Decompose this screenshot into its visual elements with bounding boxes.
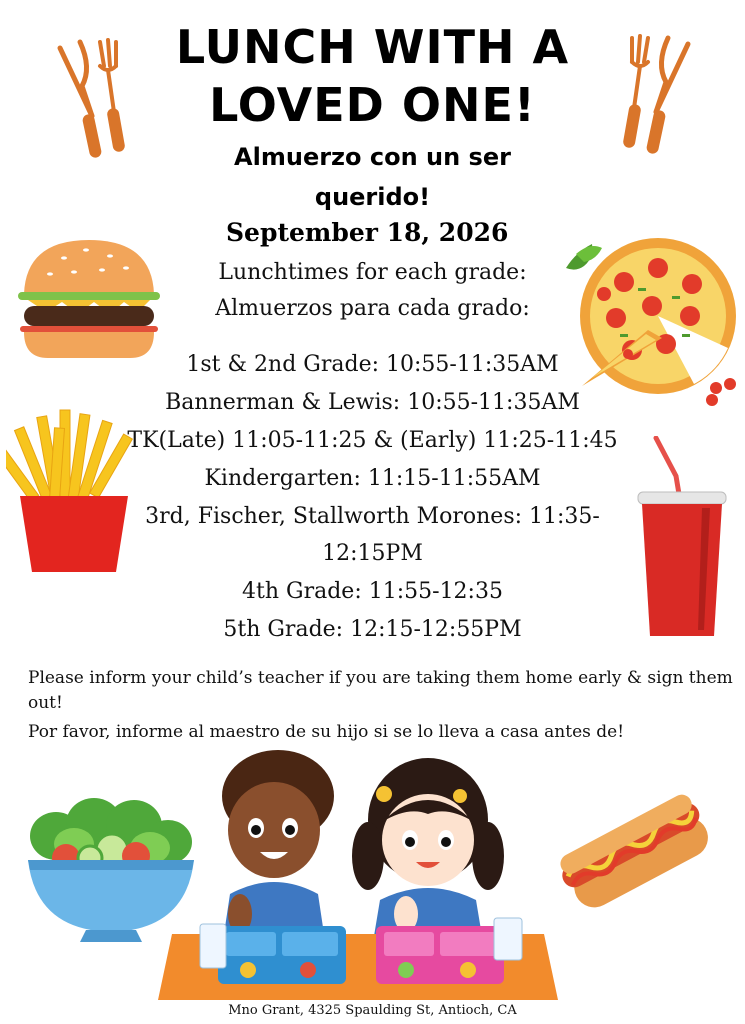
title-line-1: LUNCH WITH A bbox=[175, 20, 570, 74]
schedule-line-7: 4th Grade: 11:55-12:35 bbox=[242, 579, 503, 604]
note-english: Please inform your child’s teacher if you are taking them home early & sign them out! bbox=[28, 668, 733, 713]
schedule-line-3: TK(Late) 11:05-11:25 & (Early) 11:25-11:45 bbox=[127, 428, 618, 453]
hotdog-icon bbox=[556, 792, 716, 918]
soda-cup-icon bbox=[632, 436, 732, 640]
footer-address: Mno Grant, 4325 Spaulding St, Antioch, CA bbox=[228, 1003, 517, 1018]
schedule-line-8: 5th Grade: 12:15-12:55PM bbox=[223, 617, 522, 642]
schedule-line-4: Kindergarten: 11:15-11:55AM bbox=[204, 466, 541, 491]
pizza-icon bbox=[562, 238, 742, 410]
schedule-line-5: 3rd, Fischer, Stallworth Morones: 11:35- bbox=[145, 504, 600, 529]
event-date: September 18, 2026 bbox=[226, 218, 509, 247]
note-spanish: Por favor, informe al maestro de su hijo si se lo lleva a casa antes de! bbox=[28, 722, 625, 742]
lunchtimes-heading-es: Almuerzos para cada grado: bbox=[215, 296, 530, 321]
subtitle-line-1: Almuerzo con un ser bbox=[234, 143, 511, 171]
schedule-line-2: Bannerman & Lewis: 10:55-11:35AM bbox=[165, 390, 580, 415]
lunchtimes-heading-en: Lunchtimes for each grade: bbox=[218, 260, 527, 285]
subtitle-line-2: querido! bbox=[314, 183, 431, 211]
schedule-line-1: 1st & 2nd Grade: 10:55-11:35AM bbox=[186, 352, 559, 377]
kids-eating-lunch-illustration bbox=[148, 744, 568, 1002]
title-line-2: LOVED ONE! bbox=[209, 78, 536, 132]
schedule-line-6: 12:15PM bbox=[322, 541, 423, 566]
